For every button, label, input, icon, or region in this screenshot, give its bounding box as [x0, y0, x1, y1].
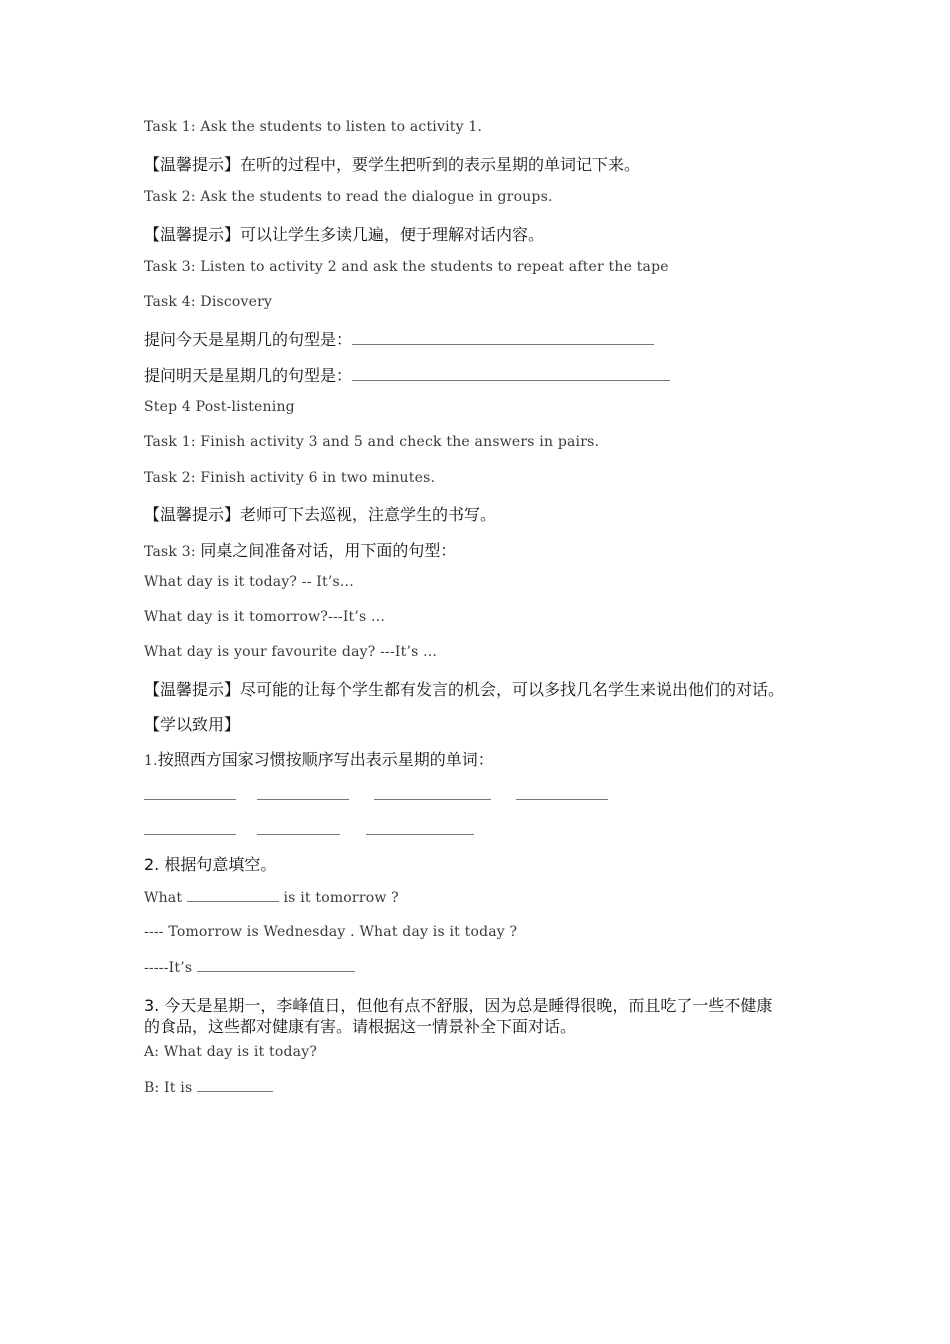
dialog-a: A: What day is it today? — [144, 1044, 318, 1060]
exercise2-q3 — [144, 959, 355, 976]
discovery-today-line — [144, 327, 654, 350]
weekday-blank[interactable] — [374, 787, 491, 800]
weekday-blank[interactable] — [144, 787, 236, 800]
discovery-tomorrow-line — [144, 363, 670, 386]
exercise3-line-1: 3. 今天是星期一，李峰值日，但他有点不舒服，因为总是睡得很晚，而且吃了一些不健康 — [144, 996, 773, 1015]
discovery-tomorrow-prompt: 提问明天是星期几的句型是： — [144, 366, 353, 385]
exercise2-q1-end: is it tomorrow ? — [283, 890, 399, 906]
exercise3-line-2: 的食品，这些都对健康有害。请根据这一情景补全下面对话。 — [144, 1017, 577, 1036]
weekday-blank[interactable] — [257, 787, 349, 800]
tip-line-3: 【温馨提示】老师可下去巡视，注意学生的书写。 — [144, 505, 497, 524]
practice-heading: 【学以致用】 — [144, 715, 241, 734]
exercise2-q3-start: -----It’s — [144, 960, 193, 976]
task2-line: Task 2: Ask the students to read the dialogue in groups. — [144, 189, 553, 205]
discovery-today-prompt: 提问今天是星期几的句型是： — [144, 330, 353, 349]
exercise2-q1-blank[interactable] — [187, 889, 279, 902]
weekday-blanks-row-1 — [144, 787, 624, 803]
post-task3-label: Task 3: — [144, 544, 201, 560]
exercise2-q2: ---- Tomorrow is Wednesday . What day is it today ? — [144, 924, 518, 940]
tip-line-2: 【温馨提示】可以让学生多读几遍，便于理解对话内容。 — [144, 225, 545, 244]
weekday-blank[interactable] — [366, 822, 474, 835]
exercise1-text: 按照西方国家习惯按顺序写出表示星期的单词： — [157, 750, 494, 769]
weekday-blanks-row-2 — [144, 822, 484, 838]
task3-line: Task 3: Listen to activity 2 and ask the students to repeat after the tape — [144, 259, 669, 275]
pattern-favourite: What day is your favourite day? ---It’s ... — [144, 644, 438, 660]
weekday-blank[interactable] — [144, 822, 236, 835]
pattern-today: What day is it today? -- It’s... — [144, 574, 354, 590]
task4-line: Task 4: Discovery — [144, 294, 273, 310]
step4-heading: Step 4 Post-listening — [144, 399, 295, 415]
dialog-b-blank[interactable] — [197, 1079, 273, 1092]
post-task3-text: 同桌之间准备对话，用下面的句型： — [200, 541, 457, 560]
post-task2-line: Task 2: Finish activity 6 in two minutes. — [144, 470, 436, 486]
dialog-b-start: B: It is — [144, 1080, 193, 1096]
post-task3-line — [144, 538, 456, 561]
tip-line-1: 【温馨提示】在听的过程中，要学生把听到的表示星期的单词记下来。 — [144, 155, 641, 174]
weekday-blank[interactable] — [516, 787, 608, 800]
exercise1-line — [144, 747, 494, 770]
discovery-tomorrow-blank[interactable] — [352, 368, 670, 381]
discovery-today-blank[interactable] — [352, 332, 654, 345]
dialog-b — [144, 1079, 273, 1096]
exercise1-number: 1. — [144, 753, 158, 769]
exercise2-heading: 2. 根据句意填空。 — [144, 855, 277, 874]
exercise2-q1 — [144, 889, 399, 906]
exercise2-q3-blank[interactable] — [197, 959, 355, 972]
task1-line: Task 1: Ask the students to listen to activity 1. — [144, 119, 483, 135]
post-task1-line: Task 1: Finish activity 3 and 5 and check the answers in pairs. — [144, 434, 600, 450]
pattern-tomorrow: What day is it tomorrow?---It’s ... — [144, 609, 386, 625]
weekday-blank[interactable] — [257, 822, 340, 835]
exercise2-q1-start: What — [144, 890, 183, 906]
tip-line-4: 【温馨提示】尽可能的让每个学生都有发言的机会，可以多找几名学生来说出他们的对话。 — [144, 680, 785, 699]
